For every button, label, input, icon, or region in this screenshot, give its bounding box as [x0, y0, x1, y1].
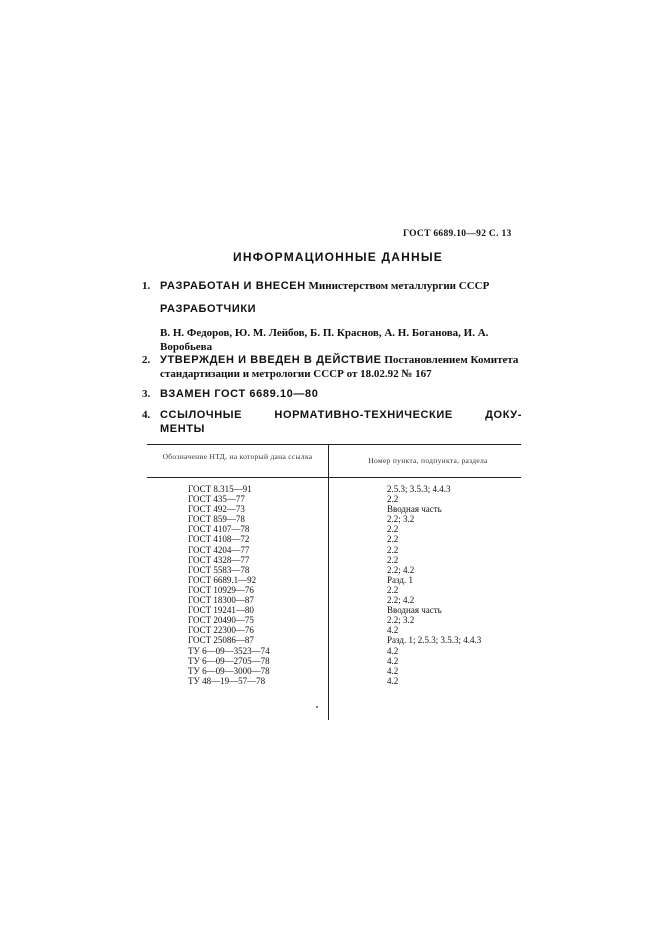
table-cell-document: ГОСТ 6689.1—92	[188, 574, 257, 585]
table-column-documents	[188, 484, 270, 686]
table-cell-clause: 2.5.3; 3.5.3; 4.4.3	[387, 484, 451, 494]
developers-names: В. Н. Федоров, Ю. М. Лейбов, Б. П. Краснов, А. Н. Боганова, И. А. Воробьева	[160, 327, 489, 353]
item-heading-line1: ССЫЛОЧНЫЕ НОРМАТИВНО-ТЕХНИЧЕСКИЕ ДОКУ-	[160, 409, 522, 421]
item-heading: РАЗРАБОТАН И ВНЕСЕН	[160, 280, 306, 292]
item-number: 4.	[142, 409, 151, 421]
table-cell-document: ГОСТ 859—78	[188, 514, 245, 525]
table-header-rule	[147, 477, 521, 478]
section-title: ИНФОРМАЦИОННЫЕ ДАННЫЕ	[233, 250, 444, 264]
page-header: ГОСТ 6689.10—92 С. 13	[403, 229, 512, 239]
table-cell-document: ТУ 6—09—3523—74	[188, 645, 270, 656]
table-cell-clause: Вводная часть	[387, 605, 442, 616]
table-cell-clause: 2.2	[387, 584, 399, 595]
item-heading: УТВЕРЖДЕН И ВВЕДЕН В ДЕЙСТВИЕ	[160, 354, 382, 366]
table-cell-document: ГОСТ 22300—76	[188, 625, 254, 636]
table-cell-clause: 4.2	[387, 665, 399, 676]
table-cell-document: ТУ 6—09—2705—78	[188, 655, 270, 666]
table-header-document: Обозначение НТД, на который дана ссылка	[162, 452, 313, 461]
table-cell-document: ГОСТ 20490—75	[188, 615, 254, 626]
table-cell-clause: 4.2	[387, 675, 399, 686]
table-cell-document: ГОСТ 5583—78	[188, 564, 250, 575]
table-column-clauses	[387, 484, 481, 686]
table-cell-clause: 2.2; 3.2	[387, 615, 415, 626]
table-column-divider	[328, 444, 329, 720]
table-cell-document: ГОСТ 4107—78	[188, 524, 250, 535]
table-cell-clause: 2.2	[387, 544, 399, 555]
table-cell-clause: 4.2	[387, 655, 399, 666]
table-cell-clause: Вводная часть	[387, 504, 442, 515]
table-top-rule	[147, 444, 521, 445]
table-cell-document: ТУ 6—09—3000—78	[188, 665, 270, 676]
table-cell-clause: Разд. 1; 2.5.3; 3.5.3; 4.4.3	[387, 635, 482, 646]
scan-dot	[316, 706, 318, 708]
table-cell-document: ТУ 48—19—57—78	[188, 675, 266, 686]
table-cell-clause: 2.2	[387, 524, 399, 535]
table-cell-document: ГОСТ 8.315—91	[188, 484, 252, 494]
table-cell-document: ГОСТ 4328—77	[188, 554, 250, 565]
table-cell-clause: 2.2; 4.2	[387, 564, 415, 575]
table-cell-document: ГОСТ 435—77	[188, 494, 245, 505]
item-number: 1.	[142, 280, 151, 292]
item-references	[142, 408, 522, 436]
table-cell-clause: 2.2	[387, 534, 399, 545]
table-cell-clause: Разд. 1	[387, 574, 413, 585]
item-developed-by	[142, 279, 522, 293]
table-cell-clause: 2.2	[387, 554, 399, 565]
table-cell-document: ГОСТ 10929—76	[188, 584, 254, 595]
item-heading-line2: МЕНТЫ	[160, 423, 205, 435]
table-cell-clause: 2.2; 4.2	[387, 595, 415, 606]
item-heading: ВЗАМЕН ГОСТ 6689.10—80	[160, 388, 319, 400]
table-cell-document: ГОСТ 4204—77	[188, 544, 250, 555]
table-cell-clause: 2.2; 3.2	[387, 514, 415, 525]
table-cell-document: ГОСТ 25086—87	[188, 635, 254, 646]
table-cell-clause: 4.2	[387, 645, 399, 656]
table-header-clause: Номер пункта, подпункта, раздела	[368, 456, 488, 465]
table-cell-document: ГОСТ 492—73	[188, 504, 245, 515]
table-cell-document: ГОСТ 18300—87	[188, 595, 254, 606]
item-number: 3.	[142, 388, 151, 400]
developers-heading: РАЗРАБОТЧИКИ	[160, 303, 257, 315]
table-cell-document: ГОСТ 19241—80	[188, 605, 254, 616]
item-approved	[142, 353, 522, 381]
item-text: Постановлением Комитета стандартизации и метрологии СССР от 18.02.92 № 167	[160, 354, 519, 380]
item-replaces	[142, 387, 522, 401]
table-cell-clause: 4.2	[387, 625, 399, 636]
item-number: 2.	[142, 354, 151, 366]
table-cell-clause: 2.2	[387, 494, 399, 505]
item-text: Министерством металлургии СССР	[308, 280, 490, 292]
developers-block	[142, 302, 522, 354]
table-cell-document: ГОСТ 4108—72	[188, 534, 250, 545]
